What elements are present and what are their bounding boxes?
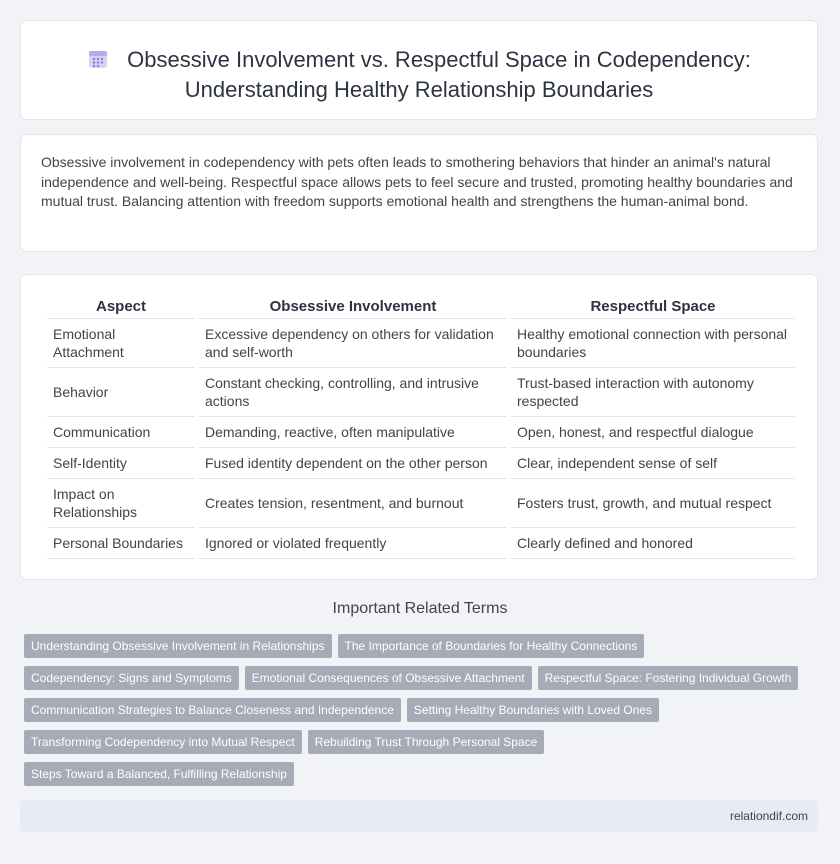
cell-obsessive: Demanding, reactive, often manipulative xyxy=(199,417,507,448)
footer-site-link[interactable]: relationdif.com xyxy=(729,809,808,823)
cell-respectful: Fosters trust, growth, and mutual respect xyxy=(511,479,795,528)
related-term-tag[interactable]: Communication Strategies to Balance Closeness and Independence xyxy=(24,698,401,722)
related-term-tag[interactable]: Codependency: Signs and Symptoms xyxy=(24,666,239,690)
cell-obsessive: Ignored or violated frequently xyxy=(199,528,507,559)
cell-respectful: Trust-based interaction with autonomy respected xyxy=(511,368,795,417)
cell-aspect: Personal Boundaries xyxy=(47,528,195,559)
table-row xyxy=(47,417,795,448)
header-obsessive: Obsessive Involvement xyxy=(199,295,507,319)
table-row xyxy=(47,528,795,559)
title-line-1: Obsessive Involvement vs. Respectful Space in Codependency: xyxy=(127,47,751,72)
related-term-tag[interactable]: Steps Toward a Balanced, Fulfilling Relationship xyxy=(24,762,294,786)
cell-respectful: Open, honest, and respectful dialogue xyxy=(511,417,795,448)
related-term-tag[interactable]: Rebuilding Trust Through Personal Space xyxy=(308,730,545,754)
related-term-tag[interactable]: Transforming Codependency into Mutual Respect xyxy=(24,730,302,754)
cell-obsessive: Excessive dependency on others for validation and self-worth xyxy=(199,319,507,368)
related-term-tag[interactable]: Understanding Obsessive Involvement in Relationships xyxy=(24,634,332,658)
page-title xyxy=(21,45,817,105)
cell-obsessive: Creates tension, resentment, and burnout xyxy=(199,479,507,528)
cell-respectful: Healthy emotional connection with personal boundaries xyxy=(511,319,795,368)
comparison-table xyxy=(43,295,799,559)
header-aspect: Aspect xyxy=(47,295,195,319)
table-row xyxy=(47,319,795,368)
cell-aspect: Impact on Relationships xyxy=(47,479,195,528)
title-line-2: Understanding Healthy Relationship Boundaries xyxy=(184,77,654,102)
related-term-tag[interactable]: The Importance of Boundaries for Healthy Connections xyxy=(338,634,645,658)
cell-aspect: Emotional Attachment xyxy=(47,319,195,368)
table-row xyxy=(47,368,795,417)
cell-aspect: Behavior xyxy=(47,368,195,417)
cell-aspect: Communication xyxy=(47,417,195,448)
footer-bar xyxy=(20,800,818,832)
related-term-tag[interactable]: Emotional Consequences of Obsessive Attachment xyxy=(245,666,532,690)
calendar-icon xyxy=(87,48,109,70)
related-term-tag[interactable]: Setting Healthy Boundaries with Loved Ones xyxy=(407,698,659,722)
cell-obsessive: Fused identity dependent on the other person xyxy=(199,448,507,479)
related-term-tag[interactable]: Respectful Space: Fostering Individual Growth xyxy=(538,666,799,690)
comparison-card xyxy=(20,274,818,580)
related-terms-list xyxy=(24,634,804,794)
related-terms-title: Important Related Terms xyxy=(332,600,508,617)
intro-card xyxy=(20,134,818,252)
intro-text: Obsessive involvement in codependency with pets often leads to smothering behaviors that hinder an animal's natural independence and well-being. Respectful space allows pets to feel secure and trusted, promoting healthy boundaries and mutual trust. Balancing attention with freedom supports emotional health and strengthens the human-animal bond. xyxy=(41,154,793,209)
table-row xyxy=(47,448,795,479)
cell-respectful: Clear, independent sense of self xyxy=(511,448,795,479)
cell-aspect: Self-Identity xyxy=(47,448,195,479)
table-header-row xyxy=(47,295,795,319)
cell-respectful: Clearly defined and honored xyxy=(511,528,795,559)
header-card xyxy=(20,20,818,120)
header-respectful: Respectful Space xyxy=(511,295,795,319)
table-row xyxy=(47,479,795,528)
cell-obsessive: Constant checking, controlling, and intrusive actions xyxy=(199,368,507,417)
